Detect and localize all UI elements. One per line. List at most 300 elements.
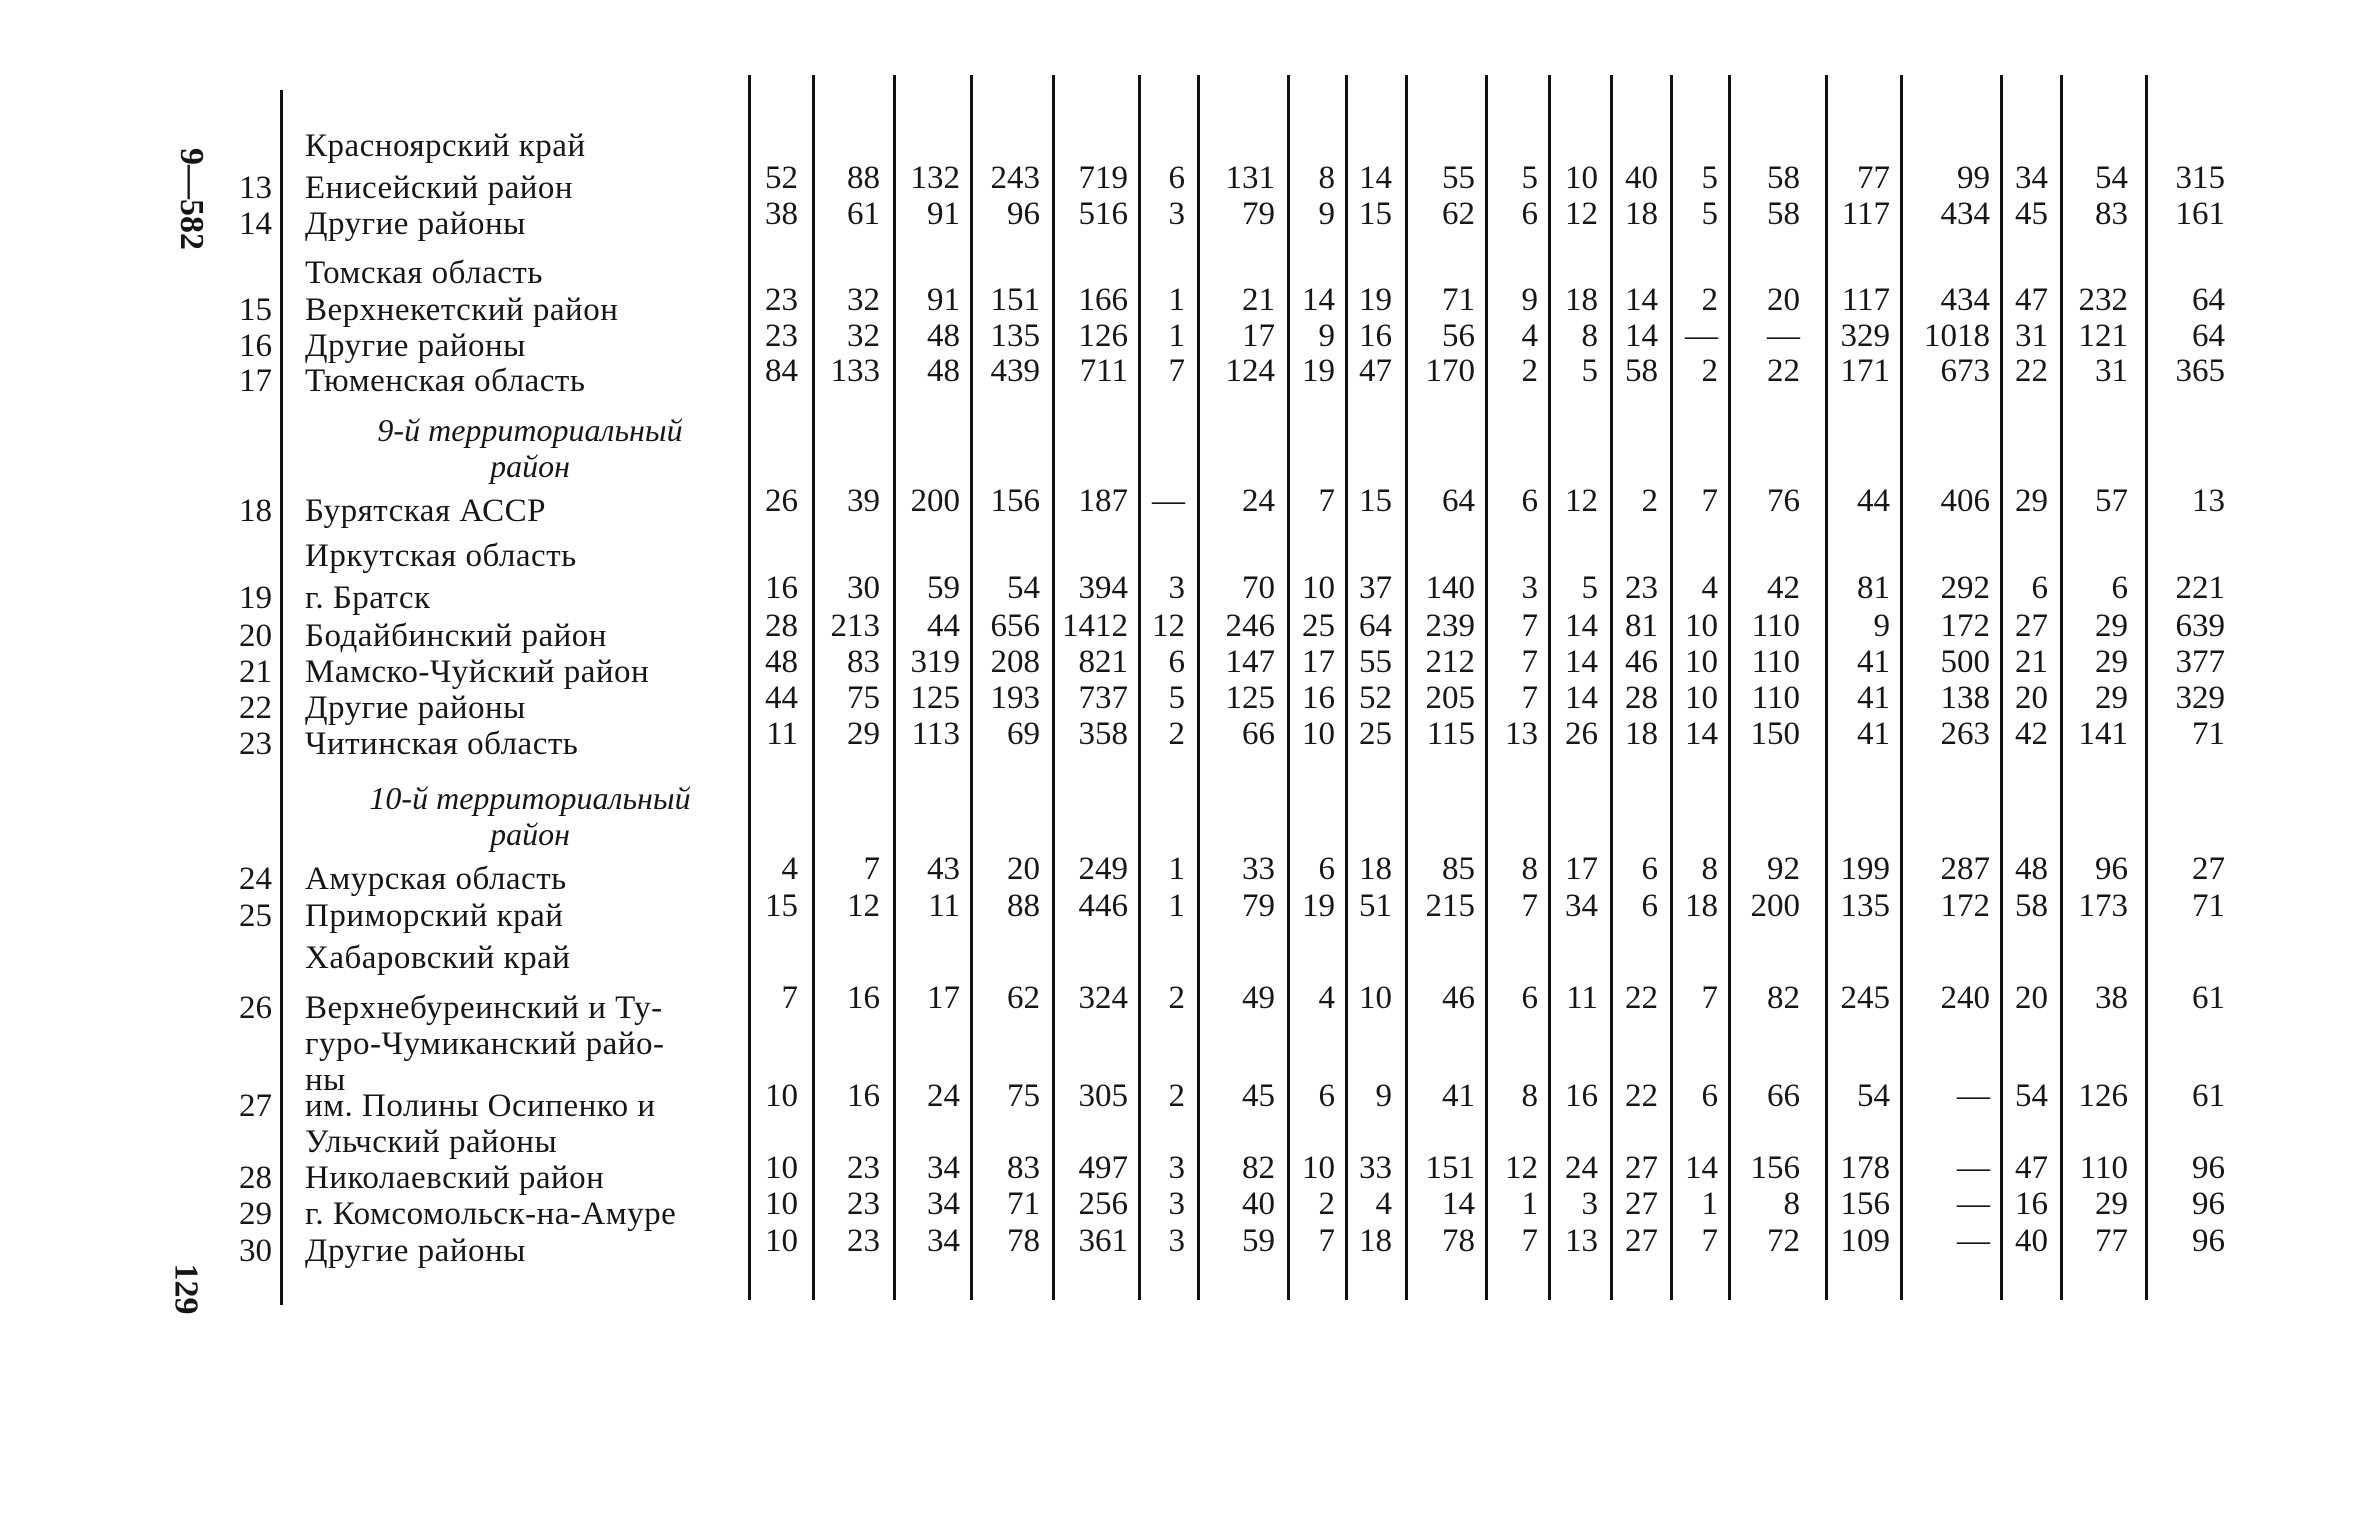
table-cell: 305	[1078, 1078, 1128, 1114]
table-cell: 96	[2192, 1150, 2225, 1186]
table-cell: 54	[2095, 160, 2128, 196]
table-cell: 16	[847, 980, 880, 1016]
table-cell: 6	[1318, 851, 1335, 887]
table-cell: 27	[1625, 1186, 1658, 1222]
table-cell: 497	[1078, 1150, 1128, 1186]
table-cell: 14	[1565, 608, 1598, 644]
table-cell: —	[1767, 318, 1800, 354]
table-cell: 27	[1625, 1223, 1658, 1259]
table-cell: 34	[927, 1150, 960, 1186]
table-cell: 394	[1078, 570, 1128, 606]
table-cell: 78	[1007, 1223, 1040, 1259]
table-cell: 10	[765, 1186, 798, 1222]
table-cell: 71	[2192, 716, 2225, 752]
table-cell: 72	[1767, 1223, 1800, 1259]
table-cell: 12	[1505, 1150, 1538, 1186]
table-cell: 10	[765, 1223, 798, 1259]
table-cell: 324	[1078, 980, 1128, 1016]
table-cell: 256	[1078, 1186, 1128, 1222]
table-cell: 126	[1078, 318, 1128, 354]
table-cell: 131	[1225, 160, 1275, 196]
table-cell: 2	[1701, 353, 1718, 389]
table-cell: 83	[2095, 196, 2128, 232]
table-cell: 37	[1359, 570, 1392, 606]
table-cell: 117	[1841, 282, 1890, 318]
table-cell: 20	[2015, 980, 2048, 1016]
table-cell: —	[1957, 1078, 1990, 1114]
table-cell: 11	[766, 716, 798, 752]
table-cell: 54	[1007, 570, 1040, 606]
section-heading: район	[490, 448, 570, 484]
table-cell: 10	[1302, 570, 1335, 606]
row-name: Верхнебуреинский и Ту-	[305, 990, 663, 1026]
table-cell: 1	[1168, 282, 1185, 318]
table-cell: 7	[1701, 980, 1718, 1016]
table-cell: 27	[2192, 851, 2225, 887]
table-cell: 5	[1581, 570, 1598, 606]
table-cell: 147	[1225, 644, 1275, 680]
table-cell: 18	[1359, 851, 1392, 887]
table-cell: 213	[830, 608, 880, 644]
table-cell: 29	[2095, 680, 2128, 716]
table-cell: 13	[1565, 1223, 1598, 1259]
table-cell: 45	[1242, 1078, 1275, 1114]
table-cell: 61	[2192, 1078, 2225, 1114]
table-cell: 91	[927, 196, 960, 232]
table-cell: 32	[847, 318, 880, 354]
row-number: 26	[239, 990, 272, 1026]
table-cell: 9	[1318, 318, 1335, 354]
table-cell: 58	[1767, 196, 1800, 232]
table-cell: 150	[1750, 716, 1800, 752]
table-cell: 1	[1168, 318, 1185, 354]
table-cell: 115	[1426, 716, 1475, 752]
table-cell: 358	[1078, 716, 1128, 752]
row-number: 18	[239, 493, 272, 529]
row-name: Другие районы	[305, 328, 526, 364]
table-cell: 25	[1302, 608, 1335, 644]
table-cell: 82	[1767, 980, 1800, 1016]
row-name-continued: ны	[305, 1062, 346, 1098]
table-cell: 737	[1078, 680, 1128, 716]
table-cell: 19	[1302, 888, 1335, 924]
sheet-code: 9—582	[173, 148, 210, 250]
table-cell: 26	[1565, 716, 1598, 752]
table-cell: 1	[1701, 1186, 1718, 1222]
table-cell: 109	[1840, 1223, 1890, 1259]
table-cell: 434	[1940, 196, 1990, 232]
table-cell: 7	[1521, 608, 1538, 644]
section-heading: район	[490, 816, 570, 852]
table-cell: 125	[1225, 680, 1275, 716]
table-cell: 124	[1225, 353, 1275, 389]
row-name: им. Полины Осипенко и	[305, 1088, 656, 1124]
table-cell: 3	[1581, 1186, 1598, 1222]
table-cell: 17	[1302, 644, 1335, 680]
table-cell: 29	[2015, 483, 2048, 519]
table-cell: 361	[1078, 1223, 1128, 1259]
table-cell: 11	[1566, 980, 1598, 1016]
table-cell: 4	[781, 851, 798, 887]
table-cell: 14	[1565, 680, 1598, 716]
table-cell: 7	[1521, 1223, 1538, 1259]
table-cell: 249	[1078, 851, 1128, 887]
table-cell: 17	[927, 980, 960, 1016]
table-cell: 3	[1521, 570, 1538, 606]
table-cell: 4	[1375, 1186, 1392, 1222]
table-cell: 263	[1940, 716, 1990, 752]
table-cell: 14	[1442, 1186, 1475, 1222]
table-cell: 96	[2192, 1223, 2225, 1259]
table-cell: 83	[1007, 1150, 1040, 1186]
table-cell: 71	[1442, 282, 1475, 318]
table-cell: 18	[1565, 282, 1598, 318]
table-cell: 82	[1242, 1150, 1275, 1186]
table-cell: 23	[765, 282, 798, 318]
table-cell: 66	[1242, 716, 1275, 752]
table-cell: 58	[1625, 353, 1658, 389]
row-number: 20	[239, 618, 272, 654]
table-cell: 46	[1625, 644, 1658, 680]
table-cell: 23	[847, 1223, 880, 1259]
table-cell: 178	[1840, 1150, 1890, 1186]
table-cell: 719	[1078, 160, 1128, 196]
table-cell: 5	[1168, 680, 1185, 716]
table-cell: 30	[847, 570, 880, 606]
table-cell: 639	[2175, 608, 2225, 644]
table-cell: 10	[765, 1150, 798, 1186]
group-title: Иркутская область	[305, 538, 577, 574]
table-cell: 6	[1521, 483, 1538, 519]
table-cell: 14	[1685, 716, 1718, 752]
table-cell: 69	[1007, 716, 1040, 752]
table-cell: 71	[1007, 1186, 1040, 1222]
table-cell: 29	[847, 716, 880, 752]
table-cell: 41	[1857, 644, 1890, 680]
table-cell: 29	[2095, 644, 2128, 680]
row-number: 29	[239, 1196, 272, 1232]
table-cell: 19	[1302, 353, 1335, 389]
table-cell: 40	[1625, 160, 1658, 196]
row-number: 14	[239, 206, 272, 242]
table-cell: 38	[2095, 980, 2128, 1016]
table-cell: 193	[990, 680, 1040, 716]
table-cell: 62	[1442, 196, 1475, 232]
table-cell: 8	[1783, 1186, 1800, 1222]
table-cell: 44	[1857, 483, 1890, 519]
table-cell: 156	[1750, 1150, 1800, 1186]
table-cell: 88	[847, 160, 880, 196]
table-cell: 83	[847, 644, 880, 680]
table-cell: 62	[1007, 980, 1040, 1016]
table-cell: 329	[1840, 318, 1890, 354]
table-cell: 1	[1168, 888, 1185, 924]
table-cell: 23	[1625, 570, 1658, 606]
table-cell: 61	[2192, 980, 2225, 1016]
row-name: Верхнекетский район	[305, 292, 619, 328]
table-cell: 2	[1318, 1186, 1335, 1222]
table-cell: 12	[1152, 608, 1185, 644]
table-cell: 7	[863, 851, 880, 887]
table-cell: 3	[1168, 1150, 1185, 1186]
table-cell: 208	[990, 644, 1040, 680]
table-cell: 7	[1521, 680, 1538, 716]
table-cell: 6	[1521, 196, 1538, 232]
table-cell: 16	[2015, 1186, 2048, 1222]
table-cell: 151	[1425, 1150, 1475, 1186]
table-cell: 56	[1442, 318, 1475, 354]
table-cell: 81	[1625, 608, 1658, 644]
table-cell: 12	[1565, 196, 1598, 232]
row-name: Мамско-Чуйский район	[305, 654, 650, 690]
table-cell: 18	[1625, 716, 1658, 752]
table-cell: 5	[1581, 353, 1598, 389]
table-cell: 15	[765, 888, 798, 924]
table-cell: 5	[1521, 160, 1538, 196]
table-cell: 21	[1242, 282, 1275, 318]
row-name: Другие районы	[305, 206, 526, 242]
table-cell: 199	[1840, 851, 1890, 887]
table-cell: 66	[1767, 1078, 1800, 1114]
table-cell: 287	[1940, 851, 1990, 887]
row-number: 25	[239, 898, 272, 934]
table-cell: 151	[990, 282, 1040, 318]
table-cell: 77	[2095, 1223, 2128, 1259]
table-cell: 166	[1078, 282, 1128, 318]
table-cell: 18	[1685, 888, 1718, 924]
table-cell: 14	[1565, 644, 1598, 680]
table-cell: 221	[2175, 570, 2225, 606]
table-cell: 711	[1079, 353, 1128, 389]
table-cell: 79	[1242, 888, 1275, 924]
table-cell: 34	[927, 1186, 960, 1222]
table-cell: 156	[1840, 1186, 1890, 1222]
table-cell: 48	[927, 318, 960, 354]
table-cell: 434	[1940, 282, 1990, 318]
table-cell: 1	[1521, 1186, 1538, 1222]
row-number: 13	[239, 170, 272, 206]
table-cell: 29	[2095, 1186, 2128, 1222]
table-cell: 7	[1318, 1223, 1335, 1259]
table-cell: 2	[1168, 1078, 1185, 1114]
table-cell: 57	[2095, 483, 2128, 519]
table-cell: —	[1957, 1186, 1990, 1222]
table-cell: 12	[847, 888, 880, 924]
row-name-continued: Ульчский районы	[305, 1124, 558, 1160]
row-name-continued: гуро-Чумиканский райо-	[305, 1026, 665, 1062]
table-cell: 205	[1425, 680, 1475, 716]
left-rule	[280, 90, 283, 1305]
table-cell: 1018	[1924, 318, 1990, 354]
table-cell: 2	[1701, 282, 1718, 318]
table-cell: 329	[2175, 680, 2225, 716]
table-cell: 125	[910, 680, 960, 716]
table-cell: 16	[765, 570, 798, 606]
table-cell: 156	[990, 483, 1040, 519]
table-cell: 10	[1302, 1150, 1335, 1186]
table-cell: —	[1152, 483, 1185, 519]
row-name: Тюменская область	[305, 363, 586, 399]
table-cell: 10	[1359, 980, 1392, 1016]
table-cell: 141	[2078, 716, 2128, 752]
table-cell: 48	[2015, 851, 2048, 887]
group-title: Томская область	[305, 255, 543, 291]
table-cell: 7	[1701, 483, 1718, 519]
table-cell: 24	[1565, 1150, 1598, 1186]
table-cell: 96	[2095, 851, 2128, 887]
table-cell: 41	[1857, 716, 1890, 752]
table-cell: 17	[1565, 851, 1598, 887]
table-cell: 42	[1767, 570, 1800, 606]
table-cell: 10	[1685, 608, 1718, 644]
table-cell: 47	[2015, 1150, 2048, 1186]
table-cell: 58	[1767, 160, 1800, 196]
table-cell: 20	[2015, 680, 2048, 716]
table-cell: 5	[1701, 196, 1718, 232]
table-cell: 11	[928, 888, 960, 924]
table-cell: 99	[1957, 160, 1990, 196]
table-cell: 315	[2175, 160, 2225, 196]
table-cell: 16	[1302, 680, 1335, 716]
table-cell: 365	[2175, 353, 2225, 389]
table-cell: 70	[1242, 570, 1275, 606]
table-cell: 7	[1701, 1223, 1718, 1259]
table-cell: 10	[1685, 680, 1718, 716]
table-cell: 3	[1168, 1223, 1185, 1259]
table-cell: 2	[1641, 483, 1658, 519]
table-cell: 48	[765, 644, 798, 680]
group-title: Хабаровский край	[305, 940, 571, 976]
table-cell: 81	[1857, 570, 1890, 606]
table-cell: 64	[1359, 608, 1392, 644]
table-cell: 6	[1168, 160, 1185, 196]
table-cell: 212	[1425, 644, 1475, 680]
table-cell: 16	[1565, 1078, 1598, 1114]
table-cell: 9	[1318, 196, 1335, 232]
row-number: 16	[239, 328, 272, 364]
table-cell: 16	[847, 1078, 880, 1114]
table-cell: 23	[765, 318, 798, 354]
table-cell: 117	[1841, 196, 1890, 232]
table-cell: 54	[1857, 1078, 1890, 1114]
table-cell: —	[1957, 1150, 1990, 1186]
table-cell: 51	[1359, 888, 1392, 924]
table-cell: 14	[1625, 282, 1658, 318]
table-cell: 64	[2192, 318, 2225, 354]
row-number: 28	[239, 1160, 272, 1196]
table-cell: 18	[1625, 196, 1658, 232]
table-cell: 46	[1442, 980, 1475, 1016]
row-name: Амурская область	[305, 861, 567, 897]
row-number: 24	[239, 861, 272, 897]
table-cell: 656	[990, 608, 1040, 644]
table-cell: 200	[1750, 888, 1800, 924]
table-cell: 38	[765, 196, 798, 232]
table-cell: 52	[765, 160, 798, 196]
table-cell: 55	[1442, 160, 1475, 196]
section-heading: 9-й территориальный	[377, 412, 683, 448]
table-cell: 55	[1359, 644, 1392, 680]
table-cell: —	[1957, 1223, 1990, 1259]
table-cell: 319	[910, 644, 960, 680]
table-cell: 75	[1007, 1078, 1040, 1114]
table-cell: 44	[765, 680, 798, 716]
table-cell: 18	[1359, 1223, 1392, 1259]
table-cell: 1	[1168, 851, 1185, 887]
table-cell: 170	[1425, 353, 1475, 389]
table-cell: 17	[1242, 318, 1275, 354]
table-cell: 48	[927, 353, 960, 389]
table-cell: 239	[1425, 608, 1475, 644]
table-cell: 22	[1767, 353, 1800, 389]
table-cell: 33	[1359, 1150, 1392, 1186]
table-cell: 7	[1521, 888, 1538, 924]
table-cell: 92	[1767, 851, 1800, 887]
table-cell: 84	[765, 353, 798, 389]
table-cell: 64	[1442, 483, 1475, 519]
table-cell: 6	[1641, 888, 1658, 924]
table-cell: 96	[1007, 196, 1040, 232]
table-cell: 79	[1242, 196, 1275, 232]
table-cell: 2	[1168, 980, 1185, 1016]
table-cell: 439	[990, 353, 1040, 389]
table-cell: 14	[1625, 318, 1658, 354]
table-cell: 88	[1007, 888, 1040, 924]
table-cell: 7	[781, 980, 798, 1016]
table-cell: 28	[1625, 680, 1658, 716]
table-cell: 32	[847, 282, 880, 318]
table-cell: 7	[1318, 483, 1335, 519]
table-cell: 516	[1078, 196, 1128, 232]
table-cell: 10	[765, 1078, 798, 1114]
table-cell: 406	[1940, 483, 1990, 519]
table-cell: 25	[1359, 716, 1392, 752]
table-cell: 240	[1940, 980, 1990, 1016]
row-number: 22	[239, 690, 272, 726]
table-cell: 47	[1359, 353, 1392, 389]
table-cell: 245	[1840, 980, 1890, 1016]
table-cell: 4	[1318, 980, 1335, 1016]
table-cell: 113	[911, 716, 960, 752]
table-cell: 42	[2015, 716, 2048, 752]
table-cell: 27	[1625, 1150, 1658, 1186]
table-cell: 29	[2095, 608, 2128, 644]
row-name: Бурятская АССР	[305, 493, 546, 529]
table-cell: 110	[1751, 680, 1800, 716]
table-cell: 34	[927, 1223, 960, 1259]
table-cell: 8	[1521, 1078, 1538, 1114]
row-name: Николаевский район	[305, 1160, 605, 1196]
table-cell: 31	[2095, 353, 2128, 389]
table-cell: 54	[2015, 1078, 2048, 1114]
table-cell: 500	[1940, 644, 1990, 680]
table-cell: 133	[830, 353, 880, 389]
table-cell: 13	[1505, 716, 1538, 752]
table-cell: 41	[1857, 680, 1890, 716]
table-cell: 49	[1242, 980, 1275, 1016]
table-cell: 5	[1701, 160, 1718, 196]
table-cell: 24	[1242, 483, 1275, 519]
table-cell: 821	[1078, 644, 1128, 680]
table-cell: 59	[1242, 1223, 1275, 1259]
table-cell: 377	[2175, 644, 2225, 680]
table-cell: 40	[2015, 1223, 2048, 1259]
table-cell: 135	[990, 318, 1040, 354]
table-cell: 24	[927, 1078, 960, 1114]
table-cell: 91	[927, 282, 960, 318]
table-cell: 47	[2015, 282, 2048, 318]
table-cell: 6	[1641, 851, 1658, 887]
